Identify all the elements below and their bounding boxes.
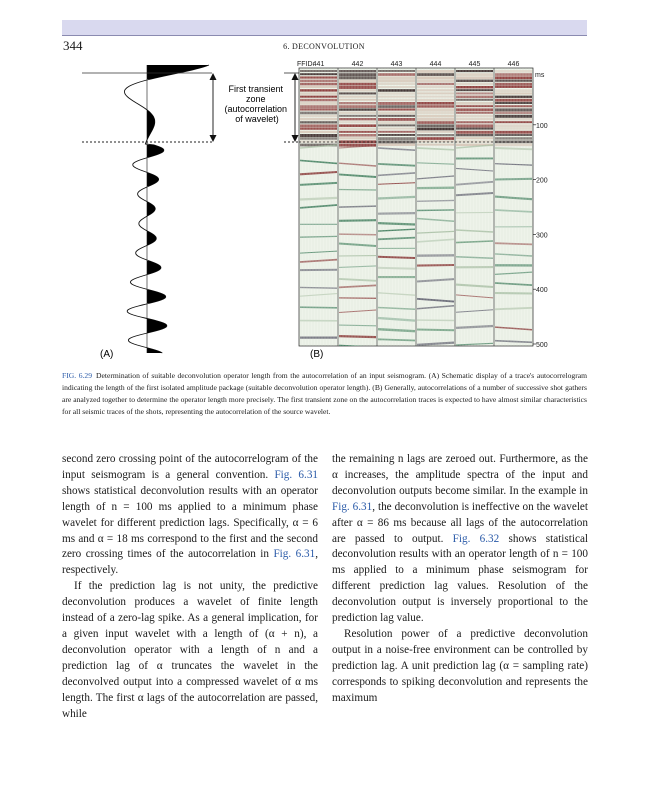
text-run: the remaining n lags are zeroed out. Furthermore, as the α increases, the amplitude spectra of the input and deconvolution outputs become similar. In the example in — [332, 453, 588, 497]
figure-reference-link[interactable]: Fig. 6.32 — [452, 532, 500, 545]
trace-positive-lobe — [147, 348, 162, 353]
figure-reference-link[interactable]: Fig. 6.31 — [332, 500, 373, 513]
trace-positive-lobe — [147, 173, 159, 186]
figure-caption — [62, 370, 587, 418]
trace-positive-lobe — [147, 261, 161, 274]
caption-text: Determination of suitable deconvolution operator length from the autocorrelation of an input seismogram. (A) Schematic display of a trace's autocorrelogram indicating the length of the first isolated amplitude package (suitable deconvolution operator length). (B) Generally, autocorrelations of a number of successive shot gathers are analyzed together to determine the operator length more precisely. The first transient zone on the autocorrelation traces is expected to have almost similar characteristics for all seismic traces of the shots, representing the autocorrelation of the source wavelet. — [62, 371, 588, 416]
body-column-right — [332, 452, 588, 707]
text-run: , the deconvolution is ineffective on the wavelet after α = 86 ms because all lags of the autocorrelation are passed to output. — [332, 500, 588, 545]
time-tick-label: 400 — [536, 287, 548, 295]
running-head: 6. DECONVOLUTION — [283, 42, 365, 51]
text-run: , respectively. — [62, 548, 318, 577]
time-tick-label: 500 — [536, 342, 548, 349]
time-tick-label: 300 — [536, 232, 548, 240]
body-column-left — [62, 452, 318, 722]
zone-arrow-a — [210, 73, 217, 142]
ffid-prefix: FFID: — [297, 61, 315, 68]
zone-label — [224, 84, 289, 124]
zone-label-line-2: zone — [245, 94, 266, 104]
zone-label-line-4: of wavelet) — [235, 114, 279, 124]
paragraph — [332, 452, 588, 627]
panel-b-label: (B) — [310, 349, 324, 360]
zone-label-line-3: (autocorrelation — [224, 104, 288, 114]
trace-positive-lobe — [147, 290, 166, 303]
ffid-label: 442 — [351, 61, 364, 68]
zone-arrow-b — [292, 73, 299, 142]
figure-reference-link[interactable]: Fig. 6.31 — [274, 468, 319, 481]
paragraph: If the prediction lag is not unity, the predictive deconvolution produces a wavelet of finite length instead of a zero-lag spike. As a general implication, for a given input wavelet with a length of (α + n), a deconvolution operator with a length of n and a prediction lag of α truncates the wavelet in the deconvolved output into a compressed wavelet of α ms length. The first α lags of the autocorrelation are passed, while — [62, 580, 318, 720]
figure-reference-link[interactable]: Fig. 6.31 — [273, 548, 316, 561]
paragraph: Resolution power of a predictive deconvolution output in a noise-free environment can be controlled by prediction lag. A unit prediction lag (α = sampling rate) corresponds to spiking deconvolution and represents the maximum — [332, 627, 588, 704]
time-tick-label: 100 — [536, 122, 548, 130]
ffid-label: 441 — [312, 61, 325, 68]
ffid-labels — [313, 61, 520, 68]
zone-label-line-1: First transient — [228, 84, 283, 94]
caption-label: FIG. 6.29 — [62, 371, 92, 380]
ffid-label: 444 — [429, 61, 442, 68]
text-run: second zero crossing point of the autocorrelogram of the input seismogram is a general convention. — [62, 453, 318, 481]
time-tick-label: 200 — [536, 177, 548, 185]
panel-a-label: (A) — [100, 349, 114, 360]
ffid-label: 443 — [390, 61, 403, 68]
header-rule — [62, 35, 587, 36]
text-run: shows statistical deconvolution results with an operator length of n = 100 ms applied to a minimum phase seismogram for different prediction lag values. Resolution of the deconvolution output is inversely proportional to the prediction lag value. — [332, 532, 589, 625]
autocorrelogram-trace — [125, 65, 210, 353]
time-axis — [533, 123, 548, 349]
page-number: 344 — [63, 38, 83, 53]
paragraph — [62, 452, 318, 579]
figure-canvas — [62, 55, 587, 365]
trace-positive-lobe — [147, 110, 155, 139]
ffid-label: 445 — [468, 61, 481, 68]
time-unit-label: ms — [535, 72, 545, 79]
ffid-label: 446 — [507, 61, 520, 68]
header-band — [62, 20, 587, 35]
text-run: shows statistical deconvolution results with an operator length of n = 100 ms applied to a minimum phase wavelet for different prediction lags. Specifically, α = 6 ms and α = 18 ms correspond to the first and the second zero crossing times of the autocorrelation in — [62, 484, 318, 561]
figure-6-29 — [62, 55, 587, 365]
trace-positive-lobe — [147, 65, 209, 79]
